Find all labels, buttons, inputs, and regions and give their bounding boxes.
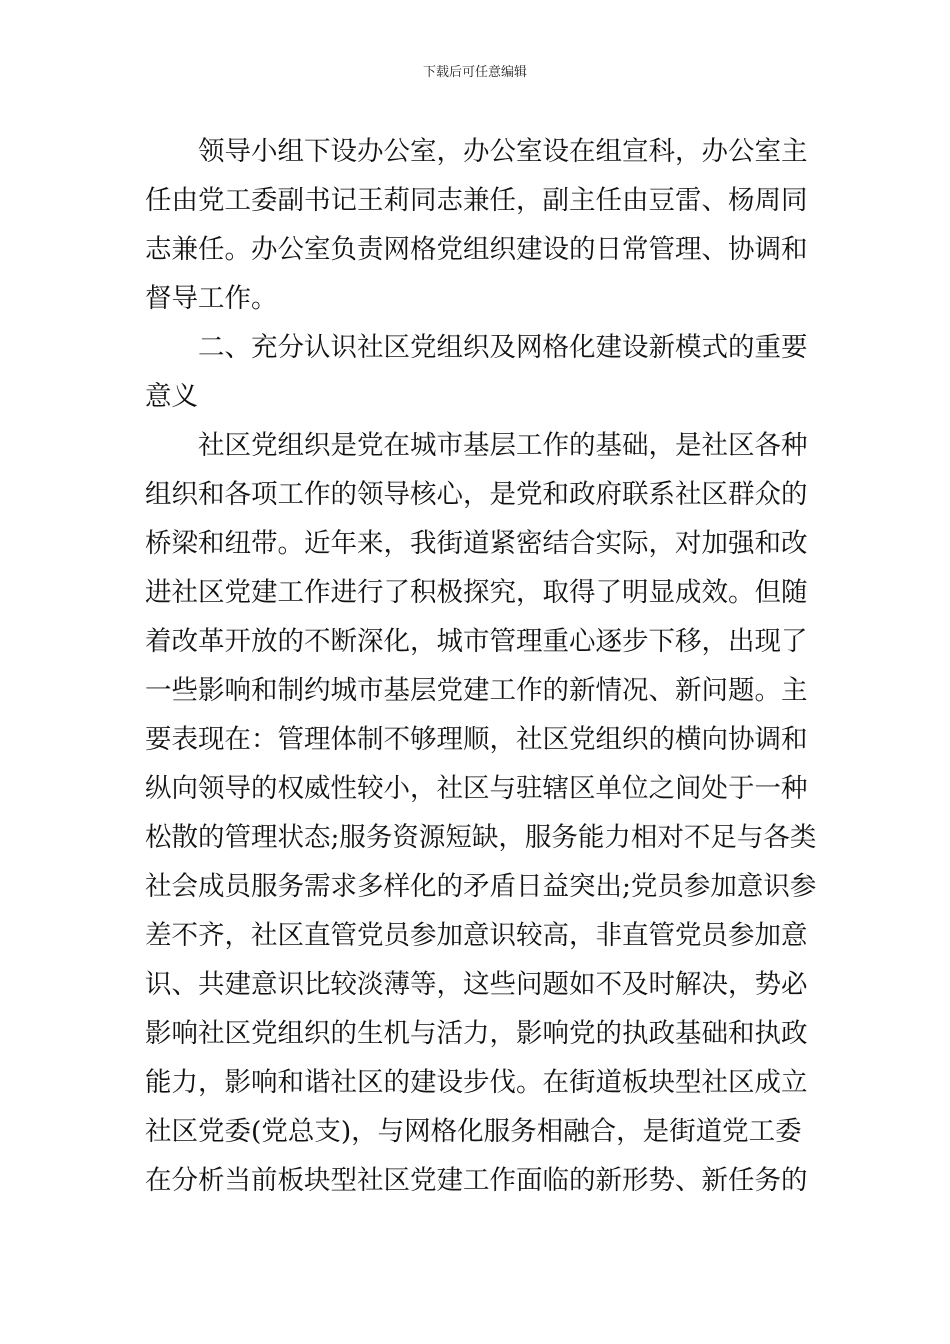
document-body (145, 127, 817, 1205)
text-line: 松散的管理状态;服务资源短缺，服务能力相对不足与各类 (145, 822, 817, 853)
paragraph-office-setup (145, 127, 813, 323)
text-line: 领导小组下设办公室，办公室设在组宣科，办公室主 (198, 136, 808, 167)
text-line: 社区党委(党总支)，与网格化服务相融合，是街道党工委 (145, 1116, 802, 1147)
page-header: 下载后可任意编辑 (422, 65, 527, 80)
text-line: 组织和各项工作的领导核心，是党和政府联系社区群众的 (145, 479, 808, 510)
text-line: 意义 (145, 381, 198, 412)
text-line: 社会成员服务需求多样化的矛盾日益突出;党员参加意识参 (145, 871, 817, 902)
text-line: 任由党工委副书记王莉同志兼任，副主任由豆雷、杨周同 (145, 185, 808, 216)
section-heading-2 (145, 323, 813, 421)
text-line: 影响社区党组织的生机与活力，影响党的执政基础和执政 (145, 1018, 808, 1049)
text-line: 桥梁和纽带。近年来，我街道紧密结合实际，对加强和改 (145, 528, 808, 559)
text-line: 识、共建意识比较淡薄等，这些问题如不及时解决，势必 (145, 969, 808, 1000)
text-line: 着改革开放的不断深化，城市管理重心逐步下移，出现了 (145, 626, 808, 657)
text-line: 差不齐，社区直管党员参加意识较高，非直管党员参加意 (145, 920, 808, 951)
text-line: 纵向领导的权威性较小，社区与驻辖区单位之间处于一种 (145, 773, 808, 804)
paragraph-significance (145, 421, 817, 1205)
text-line: 志兼任。办公室负责网格党组织建设的日常管理、协调和 (145, 234, 808, 265)
text-line: 要表现在：管理体制不够理顺，社区党组织的横向协调和 (145, 724, 808, 755)
text-line: 社区党组织是党在城市基层工作的基础，是社区各种 (198, 430, 808, 461)
text-line: 督导工作。 (145, 283, 278, 314)
text-line: 二、充分认识社区党组织及网格化建设新模式的重要 (198, 332, 808, 363)
text-line: 进社区党建工作进行了积极探究，取得了明显成效。但随 (145, 577, 808, 608)
text-line: 一些影响和制约城市基层党建工作的新情况、新问题。主 (145, 675, 808, 706)
text-line: 能力，影响和谐社区的建设步伐。在街道板块型社区成立 (145, 1067, 808, 1098)
text-line: 在分析当前板块型社区党建工作面临的新形势、新任务的 (145, 1165, 808, 1196)
